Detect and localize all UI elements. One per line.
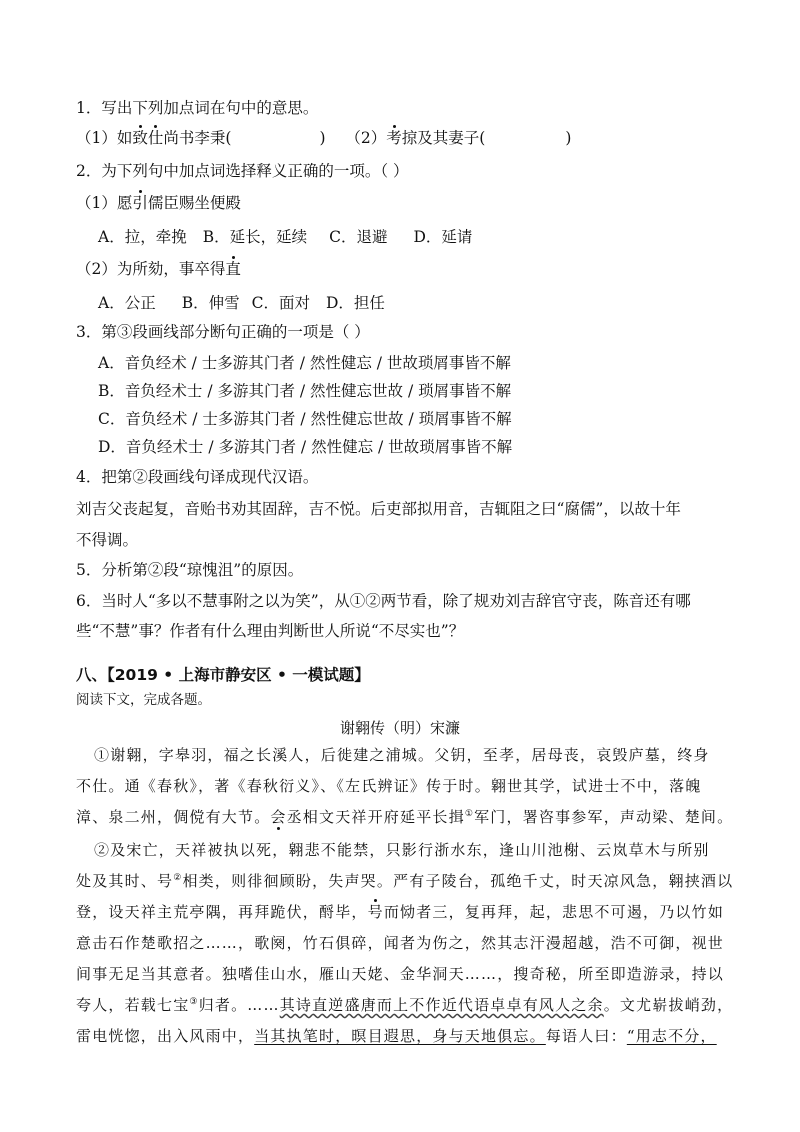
paragraph-2-line-1: ②及宋亡，天祥被执以死，翱悲不能禁，只影行浙水东，逢山川池榭、云岚草木与所别	[94, 841, 710, 859]
paragraph-2-line-6: 夸人，若载七宝③归者。……其诗直逆盛唐而上不作近代语卓卓有风人之余。文尤崭拔峭劲，	[76, 996, 734, 1014]
question-2-item-1: （1）愿引儒臣赐坐便殿	[76, 194, 241, 212]
option: D．担任	[325, 294, 385, 312]
paragraph-2-line-3: 登，设天祥主荒亭隅，再拜跪伏，酹毕，号而恸者三，复再拜，起，悲思不可遏，乃以竹如	[76, 903, 725, 921]
question-5: 5．分析第②段“琼愧沮”的原因。	[76, 561, 304, 579]
reading-instruction: 阅读下文，完成各题。	[76, 692, 211, 708]
question-4-passage-line-2: 不得调。	[76, 531, 139, 549]
question-1: 1．写出下列加点词在句中的意思。	[76, 99, 319, 117]
paragraph-2-line-5: 间事无足当其意者。独嗜佳山水，雁山天姥、金华洞天……，搜奇秘，所至即造游录，持以	[76, 965, 725, 983]
dotted-char: 会	[270, 808, 287, 826]
paragraph-2-line-2: 处及其时、号②相类，则徘徊顾盼，失声哭。严有子陵台，孤绝千丈，时天凉风急，翱挟酒以	[76, 872, 734, 890]
dotted-char: 引	[132, 194, 148, 212]
question-6-line-2: 些“不慧”事？作者有什么理由判断世人所说“不尽实也”？	[76, 622, 465, 640]
question-2: 2．为下列句中加点词选择释义正确的一项。（ ）	[76, 162, 409, 180]
option: B．延长，延续	[202, 228, 308, 246]
footnote-marker: ②	[173, 873, 183, 883]
question-6-line-1: 6．当时人“多以不慧事附之以为笑”，从①②两节看，除了规劝刘吉辞官守丧，陈音还有哪	[76, 592, 691, 610]
dotted-char: 仕	[147, 129, 164, 147]
question-2-item-2-options	[98, 293, 385, 313]
paragraph-2-line-4: 意击石作楚歌招之……，歌阕，竹石俱碎，闻者为伤之，然其志汗漫超越，浩不可御，视世	[76, 934, 725, 952]
section-heading: 八、【2019 • 上海市静安区 • 一模试题】	[76, 666, 370, 684]
footnote-marker: ③	[189, 997, 199, 1007]
question-3-option-c: C．音负经术 / 士多游其门者 / 然性健忘世故 / 琐屑事皆不解	[98, 410, 512, 428]
question-4: 4．把第②段画线句译成现代汉语。	[76, 468, 319, 486]
dotted-char: 考	[386, 129, 402, 147]
paragraph-2-line-7: 雷电恍惚，出入风雨中，当其执笔时，暝目遐思，身与天地俱忘。每语人曰：“用志不分，	[76, 1027, 717, 1045]
dotted-char: 致	[132, 129, 148, 147]
option: C．面对	[251, 294, 310, 312]
option: C．退避	[329, 228, 388, 246]
question-1-items: （1）如致仕尚书李秉( ) （2）考掠及其妻子( )	[76, 129, 572, 147]
option: A．公正	[98, 294, 156, 312]
question-3: 3．第③段画线部分断句正确的一项是（ ）	[76, 323, 370, 341]
dotted-char: 直	[225, 260, 241, 278]
passage-title: 谢翱传（明）宋濂	[339, 719, 460, 737]
question-2-item-1-options	[98, 227, 472, 247]
dotted-char: 号	[367, 903, 384, 921]
footnote-marker: ①	[464, 809, 475, 819]
option: A．拉，牵挽	[98, 228, 187, 246]
underlined-sentence: 当其执笔时，暝目遐思，身与天地俱忘。	[254, 1027, 546, 1045]
paragraph-1-line-2: 不仕。通《春秋》，著《春秋衍义》、《左氏辨证》传于时。翱世其学，试进士不中，落魄	[76, 777, 702, 795]
wavy-underlined-sentence: 其诗直逆盛唐而上不作近代语卓卓有风人之余	[279, 996, 604, 1014]
question-4-passage-line-1: 刘吉父丧起复，音贻书劝其固辞，吉不悦。后吏部拟用音，吉辄阻之曰“腐儒”，以故十年	[76, 500, 681, 518]
question-3-option-a: A．音负经术 / 士多游其门者 / 然性健忘 / 世故琐屑事皆不解	[98, 354, 511, 372]
question-2-item-2: （2）为所劾，事卒得直	[76, 260, 241, 278]
question-3-option-d: D．音负经术士 / 多游其门者 / 然性健忘 / 世故琐屑事皆不解	[98, 438, 513, 456]
paragraph-1-line-1: ①谢翱，字皋羽，福之长溪人，后徙建之浦城。父钥，至孝，居母丧，哀毁庐墓，终身	[94, 746, 710, 764]
question-3-option-b: B．音负经术士 / 多游其门者 / 然性健忘世故 / 琐屑事皆不解	[98, 382, 512, 400]
paragraph-1-line-3: 漳、泉二州，倜傥有大节。会丞相文天祥开府延平长揖①军门，署咨事参军，声动梁、楚间。	[76, 808, 734, 826]
underlined-sentence: “用志不分，	[626, 1027, 717, 1045]
option: D．延请	[413, 228, 473, 246]
option: B．伸雪	[181, 294, 240, 312]
